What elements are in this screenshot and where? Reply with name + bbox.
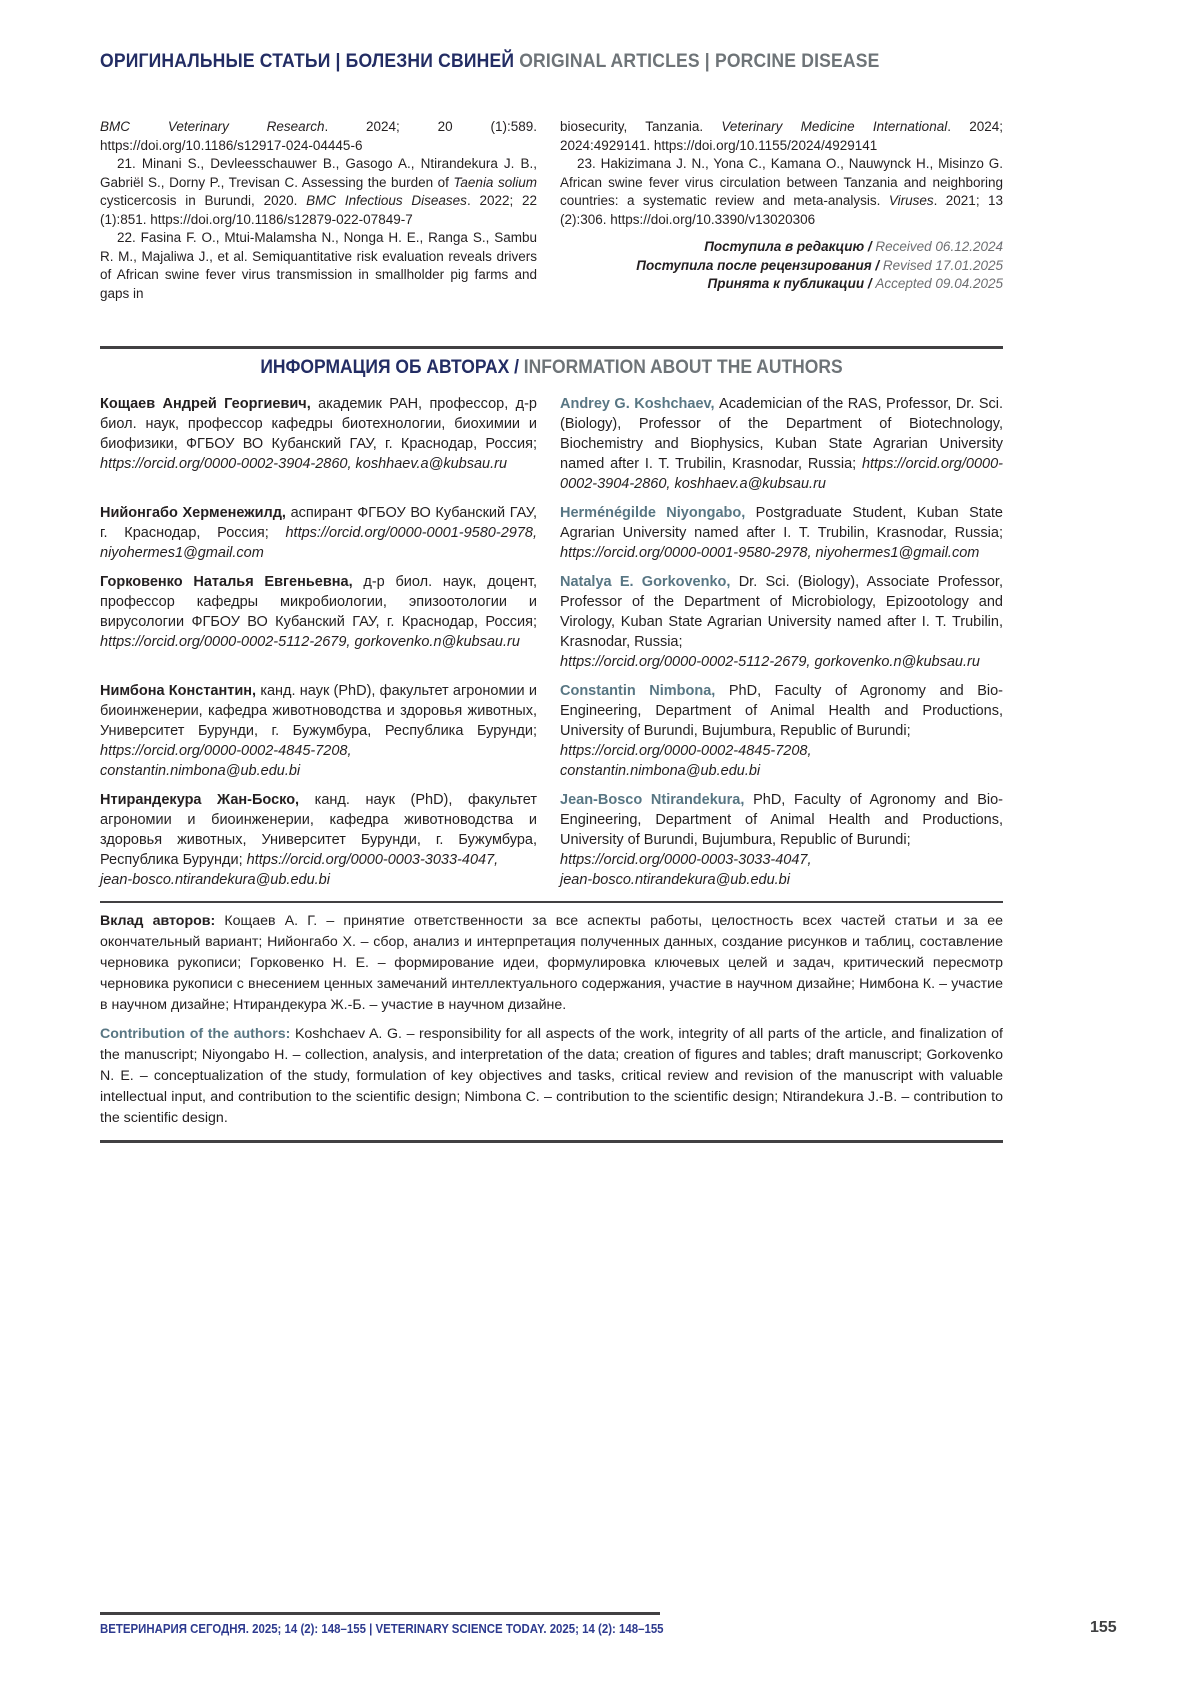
section-divider-top xyxy=(100,346,1003,349)
running-head xyxy=(100,50,966,73)
author-block-ru: Нтирандекура Жан-Боско, канд. наук (PhD), факультет агрономии и биоинженерии, кафедра животноводства и здоровья животных, Университет Бурунди, г. Бужумбура, Республика Бурунди; https://orcid.org/0000-0003-3033-4047, jean-bosco.ntirandekura@ub.edu.bi xyxy=(100,791,537,888)
received-date-line: Поступила в редакцию / Received 06.12.2024 xyxy=(704,239,1003,254)
author-block-en: Jean-Bosco Ntirandekura, PhD, Faculty of Agronomy and Bio-Engineering, Department of Animal Health and Productions, University of Burundi, Bujumbura, Republic of Burundi; https://orcid.org/0000-0003-3033-4047, jean-bosco.ntirandekura@ub.edu.bi xyxy=(560,791,1003,888)
revised-date-line: Поступила после рецензирования / Revised 17.01.2025 xyxy=(636,257,1003,273)
author-block-ru: Нимбона Константин, канд. наук (PhD), факультет агрономии и биоинженерии, кафедра животноводства и здоровья животных, Университет Бурунди, г. Бужумбура, Республика Бурунди; https://orcid.org/0000-0002-4845-7208, constantin.nimbona@ub.edu.bi xyxy=(100,682,537,779)
footer-rule xyxy=(100,1612,660,1615)
author-block-en: Herménégilde Niyongabo, Postgraduate Student, Kuban State Agrarian University named after I. T. Trubilin, Krasnodar, Russia; https://orcid.org/0000-0001-9580-2978, niyohermes1@gmail.com xyxy=(560,504,1003,561)
reference-item: BMC Veterinary Research. 2024; 20 (1):589. https://doi.org/10.1186/s12917-024-04445-6 xyxy=(100,119,537,153)
contribution-divider-bottom xyxy=(100,1140,1003,1143)
references-section xyxy=(100,118,1003,303)
article-dates xyxy=(560,238,1003,294)
contribution-section xyxy=(100,911,1003,1129)
running-head-text: ОРИГИНАЛЬНЫЕ СТАТЬИ | БОЛЕЗНИ СВИНЕЙ ORIGINAL ARTICLES | PORCINE DISEASE xyxy=(100,50,880,72)
authors-grid xyxy=(100,394,1003,890)
author-block-ru: Горковенко Наталья Евгеньевна, д-р биол. наук, доцент, профессор кафедры микробиологии, эпизоотологии и вирусологии ФГБОУ ВО Кубанский ГАУ, г. Краснодар, Россия; https://orcid.org/0000-0002-5112-2679, gorkovenko.n@kubsau.ru xyxy=(100,573,537,650)
page-number: 155 xyxy=(1090,1619,1117,1636)
contribution-paragraph-ru: Вклад авторов: Кощаев А. Г. – принятие ответственности за все аспекты работы, целостность всех частей статьи и за ее окончательный вариант; Нийонгабо Х. – сбор, анализ и интерпретация полученных данных, создание рисунков и таблиц, составление черновика рукописи; Горковенко Н. Е. – формирование идеи, формулировка ключевых целей и задач, критический пересмотр черновика рукописи с внесением ценных замечаний интеллектуального содержания, участие в научном дизайне; Нимбона К. – участие в научном дизайне; Нтирандекура Ж.-Б. – участие в научном дизайне. xyxy=(100,913,1003,1013)
authors-info-section xyxy=(100,346,1003,1143)
reference-item: 21. Minani S., Devleesschauwer B., Gasogo A., Ntirandekura J. B., Gabriël S., Dorny P., Trevisan C. Assessing the burden of Taenia solium cysticercosis in Burundi, 2020. BMC Infectious Diseases. 2022; 22 (1):851. https://doi.org/10.1186/s12879-022-07849-7 xyxy=(100,156,537,227)
authors-section-heading-text: ИНФОРМАЦИЯ ОБ АВТОРАХ / INFORMATION ABOUT THE AUTHORS xyxy=(260,356,843,378)
contribution-paragraph-en: Contribution of the authors: Koshchaev A. G. – responsibility for all aspects of the work, integrity of all parts of the article, and finalization of the manuscript; Niyongabo H. – collection, analysis, and interpretation of the data; creation of figures and tables; draft manuscript; Gorkovenko N. E. – conceptualization of the study, formulation of key objectives and tasks, critical review and revision of the manuscript with valuable intellectual input, and contribution to the scientific design; Nimbona C. – contribution to the scientific design; Ntirandekura J.-B. – contribution to the scientific design. xyxy=(100,1026,1003,1126)
contribution-divider-top xyxy=(100,901,1003,904)
author-block-ru: Нийонгабо Херменежилд, аспирант ФГБОУ ВО Кубанский ГАУ, г. Краснодар, Россия; https://orcid.org/0000-0001-9580-2978, niyohermes1@gmail.com xyxy=(100,504,538,561)
reference-item: 22. Fasina F. O., Mtui-Malamsha N., Nonga H. E., Ranga S., Sambu R. M., Majaliwa J., et al. Semiquantitative risk evaluation reveals drivers of African swine fever virus transmission in smallholder pig farms and gaps in xyxy=(100,230,537,301)
reference-item: 23. Hakizimana J. N., Yona C., Kamana O., Nauwynck H., Misinzo G. African swine fever virus circulation between Tanzania and neighboring countries: a systematic review and meta-analysis. Viruses. 2021; 13 (2):306. https://doi.org/10.3390/v13020306 xyxy=(560,156,1003,227)
references-column-right xyxy=(560,118,1003,303)
footer-journal-line xyxy=(100,1621,740,1636)
author-block-en: Constantin Nimbona, PhD, Faculty of Agronomy and Bio-Engineering, Department of Animal Health and Productions, University of Burundi, Bujumbura, Republic of Burundi; https://orcid.org/0000-0002-4845-7208, constantin.nimbona@ub.edu.bi xyxy=(560,682,1003,779)
author-block-en: Natalya E. Gorkovenko, Dr. Sci. (Biology), Associate Professor, Professor of the Department of Microbiology, Epizootology and Virology, Kuban State Agrarian University named after I. T. Trubilin, Krasnodar, Russia; https://orcid.org/0000-0002-5112-2679, gorkovenko.n@kubsau.ru xyxy=(560,573,1003,670)
author-block-en: Andrey G. Koshchaev, Academician of the RAS, Professor, Dr. Sci. (Biology), Professor of the Department of Biotechnology, Biochemistry and Biophysics, Kuban State Agrarian University named after I. T. Trubilin, Krasnodar, Russia; https://orcid.org/0000-0002-3904-2860, koshhaev.a@kubsau.ru xyxy=(560,395,1003,492)
footer-journal-line-text: ВЕТЕРИНАРИЯ СЕГОДНЯ. 2025; 14 (2): 148–155 | VETERINARY SCIENCE TODAY. 2025; 14 (2): 148–155 xyxy=(100,1621,664,1636)
references-column-left xyxy=(100,118,537,303)
accepted-date-line: Принята к публикации / Accepted 09.04.2025 xyxy=(707,276,1003,291)
reference-item: biosecurity, Tanzania. Veterinary Medicine International. 2024; 2024:4929141. https://doi.org/10.1155/2024/4929141 xyxy=(560,119,1004,153)
authors-section-heading xyxy=(100,357,1003,379)
author-block-ru: Кощаев Андрей Георгиевич, академик РАН, профессор, д-р биол. наук, профессор кафедры биотехнологии, биохимии и биофизики, ФГБОУ ВО Кубанский ГАУ, г. Краснодар, Россия; https://orcid.org/0000-0002-3904-2860, koshhaev.a@kubsau.ru xyxy=(100,395,537,472)
